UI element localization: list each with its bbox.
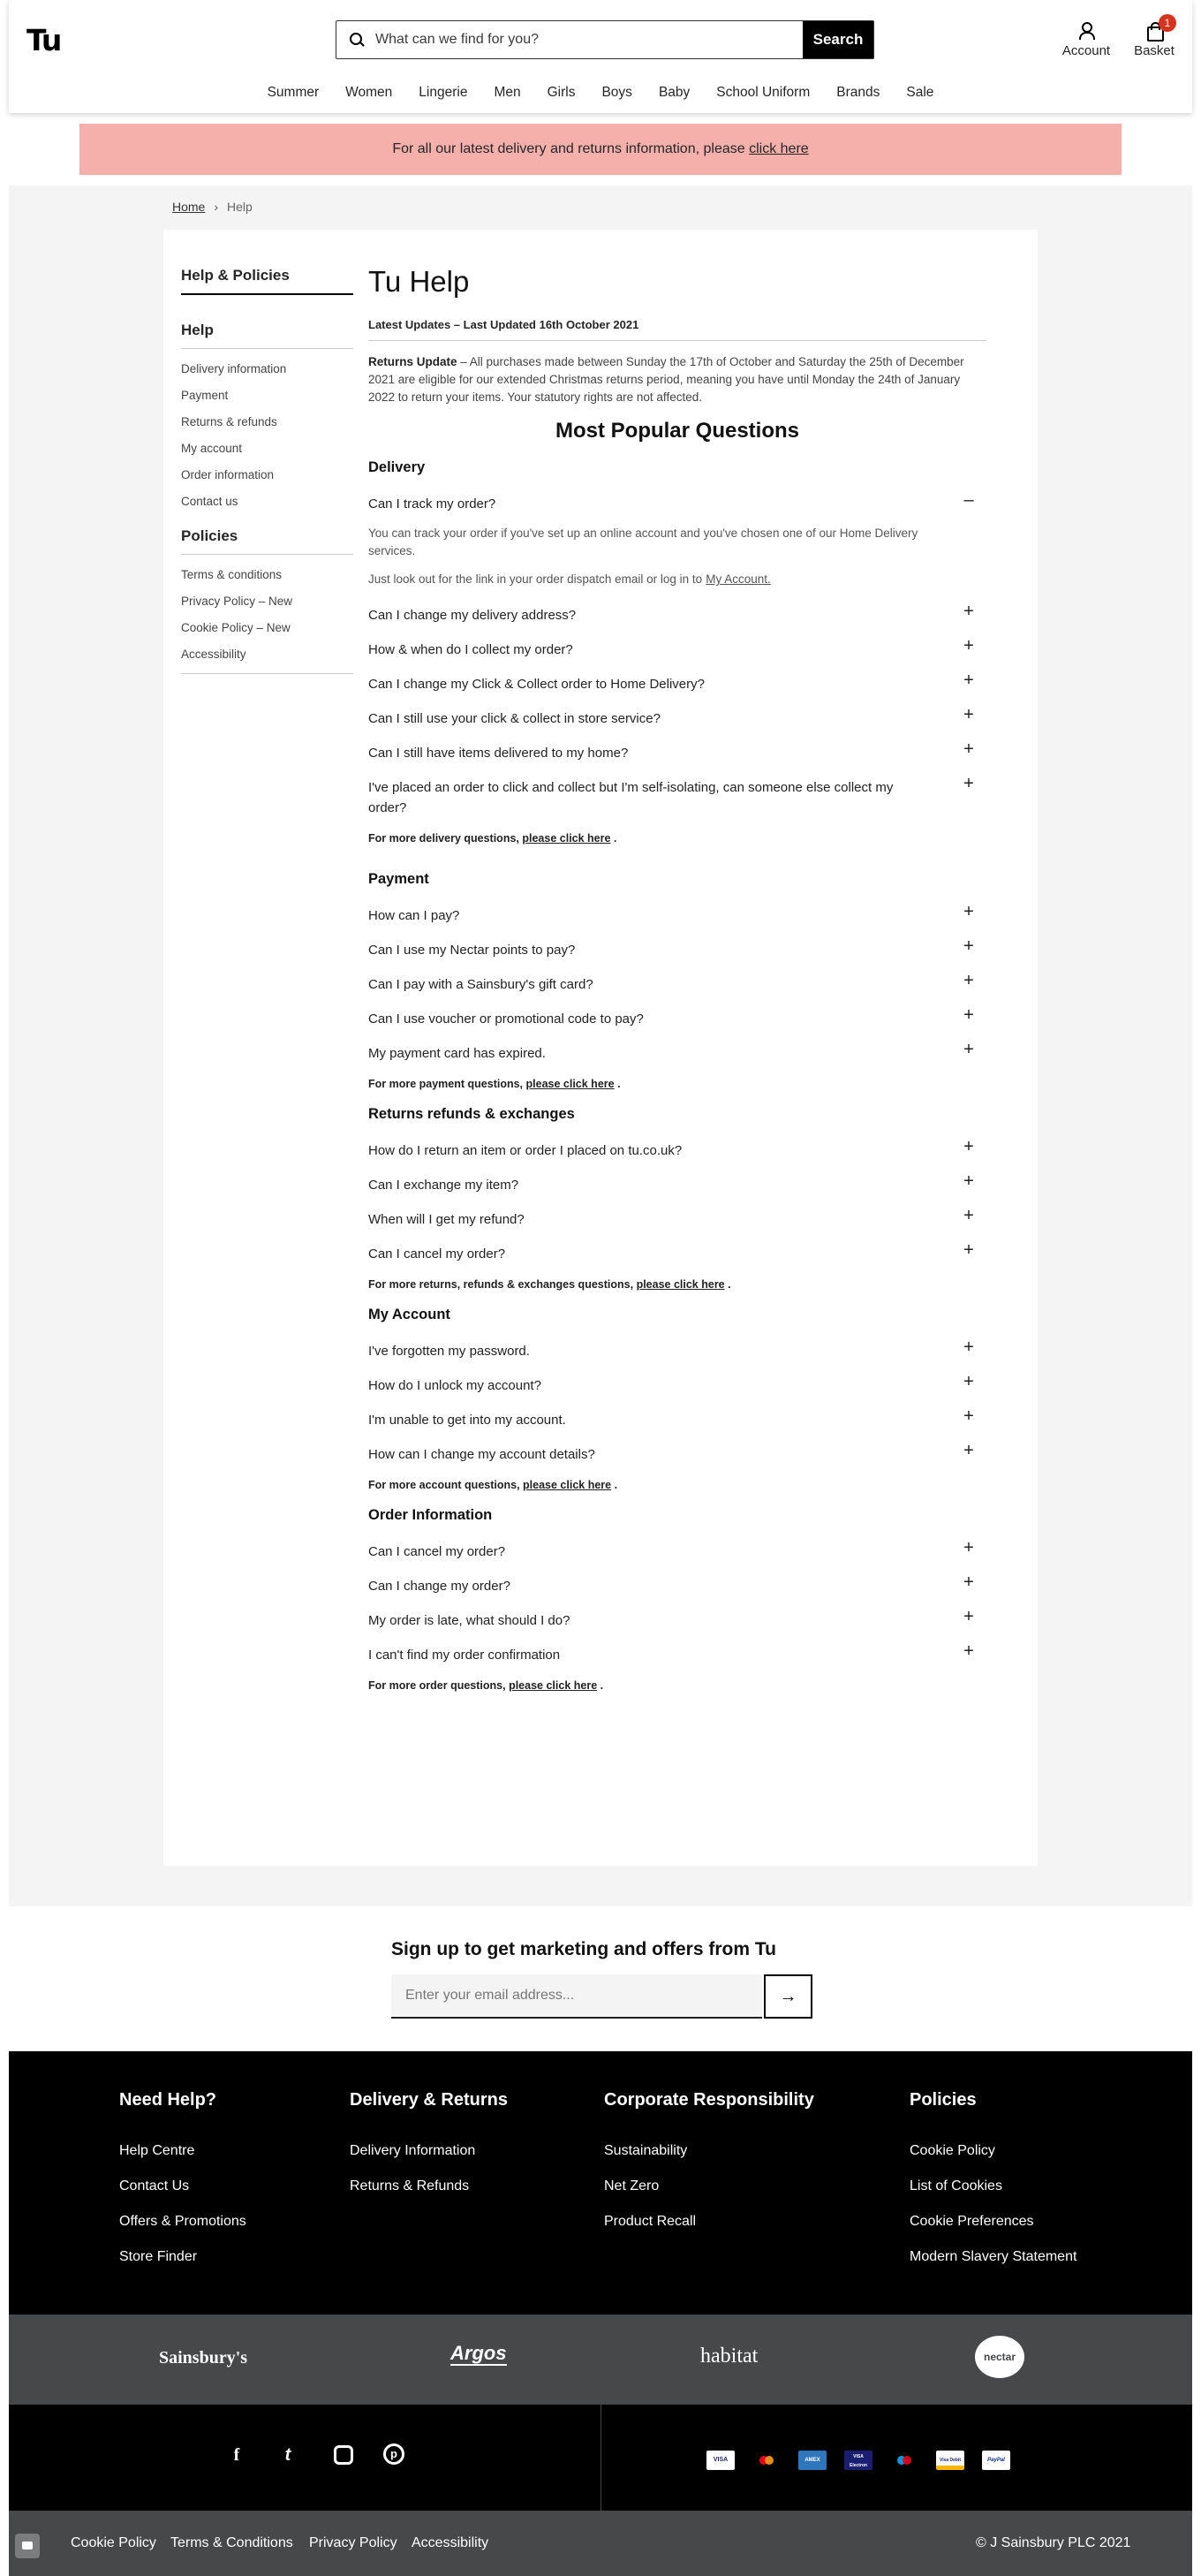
expand-icon[interactable]: + xyxy=(963,1005,974,1025)
pinterest-icon[interactable]: p xyxy=(383,2443,404,2465)
bottom-link-privacy[interactable]: Privacy Policy xyxy=(309,2535,397,2550)
help-content xyxy=(368,265,986,1692)
faq-question-text: How & when do I collect my order? xyxy=(368,642,573,657)
more-text: For more delivery questions, xyxy=(368,832,519,845)
faq-question[interactable] xyxy=(368,774,978,818)
footer-heading: Need Help? xyxy=(119,2090,217,2110)
faq-question-text: I've placed an order to click and collect but I'm self-isolating, can someone else collect my order? xyxy=(368,780,894,815)
social-payments-strip xyxy=(9,2405,1192,2511)
footer-link[interactable]: Offers & Promotions xyxy=(119,2214,246,2229)
faq-question-text: Can I still use your click & collect in store service? xyxy=(368,711,661,726)
faq-question-text: How do I return an item or order I placed on tu.co.uk? xyxy=(368,1143,683,1158)
more-order-questions: For more order questions, please click here . xyxy=(368,1679,604,1692)
expand-icon[interactable]: + xyxy=(963,902,974,921)
footer-link[interactable]: Net Zero xyxy=(604,2178,660,2193)
expand-icon[interactable]: + xyxy=(963,1372,974,1391)
faq-question[interactable] xyxy=(368,602,978,625)
footer-link[interactable]: Product Recall xyxy=(604,2214,697,2229)
expand-icon[interactable]: + xyxy=(963,936,974,956)
footer-link[interactable]: Contact Us xyxy=(119,2178,190,2193)
sidebar-item-cookie[interactable]: Cookie Policy – New xyxy=(181,621,291,634)
faq-question[interactable] xyxy=(368,739,978,763)
faq-question-text: My payment card has expired. xyxy=(368,1046,546,1061)
breadcrumb-current: Help xyxy=(227,200,253,214)
faq-question-text: Can I track my order? xyxy=(368,496,496,511)
faq-question[interactable] xyxy=(368,936,978,960)
footer-link[interactable]: Sustainability xyxy=(604,2143,688,2158)
tu-logo[interactable]: Tu xyxy=(26,23,61,57)
section-heading-order: Order Information xyxy=(368,1507,493,1523)
help-card xyxy=(163,230,1038,1866)
footer-link[interactable]: Modern Slavery Statement xyxy=(910,2249,1077,2264)
more-text: For more returns, refunds & exchanges questions, xyxy=(368,1278,634,1291)
nectar-logo[interactable]: nectar xyxy=(975,2336,1024,2378)
more-returns-link[interactable]: please click here xyxy=(636,1278,725,1291)
search-input[interactable] xyxy=(372,21,803,58)
popular-questions-title: Most Popular Questions xyxy=(555,419,800,443)
footer-link[interactable]: Cookie Policy xyxy=(910,2143,995,2158)
faq-question-text: How can I pay? xyxy=(368,908,460,923)
sidebar-item-returns[interactable]: Returns & refunds xyxy=(181,415,277,428)
expand-icon[interactable]: + xyxy=(963,1538,974,1557)
faq-question[interactable] xyxy=(368,1406,978,1430)
expand-icon[interactable]: + xyxy=(963,602,974,621)
paypal-icon: PayPal xyxy=(982,2451,1010,2470)
sidebar-item-accessibility[interactable]: Accessibility xyxy=(181,648,246,661)
footer-heading: Delivery & Returns xyxy=(350,2090,508,2110)
instagram-icon[interactable] xyxy=(334,2445,353,2465)
returns-update-label: Returns Update xyxy=(368,355,457,368)
footer-link[interactable]: Help Centre xyxy=(119,2143,195,2158)
faq-question-text: When will I get my refund? xyxy=(368,1212,525,1227)
email-field[interactable] xyxy=(391,1974,762,2019)
faq-question-text: Can I cancel my order? xyxy=(368,1246,506,1261)
faq-question-text: Can I pay with a Sainsbury's gift card? xyxy=(368,977,593,992)
faq-question-text: I can't find my order confirmation xyxy=(368,1648,561,1663)
faq-question[interactable] xyxy=(368,671,978,694)
breadcrumb xyxy=(172,200,253,214)
site-footer xyxy=(9,2051,1192,2315)
more-text: For more account questions, xyxy=(368,1479,520,1491)
nav-summer[interactable]: Summer xyxy=(267,85,320,100)
returns-update-text: – All purchases made between Sunday the 17th of October and Saturday the 25th of December 2021 are eligible for our extended Christmas returns period, meaning you have until Monday the 24th of January 2022 to return your items. Your statutory rights are not affected. xyxy=(368,355,964,404)
brand-strip xyxy=(9,2315,1192,2405)
site-header xyxy=(9,0,1192,113)
section-heading-returns: Returns refunds & exchanges xyxy=(368,1106,575,1122)
search-button[interactable]: Search xyxy=(803,21,873,58)
expand-icon[interactable]: + xyxy=(963,1406,974,1426)
sidebar-item-contact[interactable]: Contact us xyxy=(181,495,238,508)
faq-question[interactable] xyxy=(368,1171,978,1195)
faq-question[interactable] xyxy=(368,1641,978,1665)
faq-question[interactable] xyxy=(368,1337,978,1361)
faq-question-text: How can I change my account details? xyxy=(368,1447,595,1462)
basket-count-badge: 1 xyxy=(1159,14,1176,32)
visa-card-icon: VISA xyxy=(706,2451,735,2470)
faq-question[interactable] xyxy=(368,1206,978,1230)
breadcrumb-home[interactable]: Home xyxy=(172,200,206,214)
footer-link[interactable]: Returns & Refunds xyxy=(350,2178,470,2193)
faq-question-text: Can I exchange my item? xyxy=(368,1178,519,1193)
nav-girls[interactable]: Girls xyxy=(547,85,576,100)
nav-school-uniform[interactable]: School Uniform xyxy=(716,85,811,100)
expand-icon[interactable]: + xyxy=(963,1607,974,1626)
faq-question[interactable] xyxy=(368,1137,978,1161)
bottom-link-cookie[interactable]: Cookie Policy xyxy=(71,2535,156,2550)
expand-icon[interactable]: + xyxy=(963,1171,974,1191)
maestro-card-icon xyxy=(890,2451,918,2470)
collapse-icon[interactable]: – xyxy=(963,490,974,510)
sidebar-item-payment[interactable]: Payment xyxy=(181,389,229,402)
returns-update xyxy=(368,353,986,406)
faq-question[interactable] xyxy=(368,1572,978,1596)
argos-logo[interactable]: Argos xyxy=(450,2342,507,2364)
sidebar-policies-heading: Policies xyxy=(181,527,353,555)
more-delivery-link[interactable]: please click here xyxy=(522,832,611,845)
legal-bar xyxy=(9,2511,1192,2576)
faq-question-text: My order is late, what should I do? xyxy=(368,1613,570,1628)
newsletter-form xyxy=(391,1974,815,2019)
more-payment-link[interactable]: please click here xyxy=(525,1078,615,1090)
newsletter-title: Sign up to get marketing and offers from Tu xyxy=(391,1939,776,1959)
nav-boys[interactable]: Boys xyxy=(601,85,632,100)
sidebar-item-my-account[interactable]: My account xyxy=(181,442,243,455)
expand-icon[interactable]: + xyxy=(963,636,974,655)
faq-question-text: Can I cancel my order? xyxy=(368,1544,506,1559)
expand-icon[interactable]: + xyxy=(963,705,974,724)
faq-question-open[interactable] xyxy=(368,490,978,514)
banner-link[interactable]: click here xyxy=(749,141,809,156)
search-bar xyxy=(336,20,874,59)
section-heading-account: My Account xyxy=(368,1307,450,1322)
more-account-link[interactable]: please click here xyxy=(523,1479,612,1491)
faq-question-text: Can I use voucher or promotional code to pay? xyxy=(368,1011,644,1027)
footer-heading: Policies xyxy=(910,2090,977,2110)
faq-answer-2-text: Just look out for the link in your order dispatch email or log in to xyxy=(368,572,703,586)
faq-question[interactable] xyxy=(368,902,978,926)
footer-col-help xyxy=(119,2090,246,2275)
footer-col-delivery xyxy=(350,2090,508,2204)
main-area xyxy=(9,186,1192,1906)
faq-question[interactable] xyxy=(368,1240,978,1264)
expand-icon[interactable]: + xyxy=(963,739,974,759)
faq-question-text: How do I unlock my account? xyxy=(368,1378,541,1393)
more-payment-questions: For more payment questions, please click here . xyxy=(368,1078,621,1090)
more-account-questions: For more account questions, please click here . xyxy=(368,1479,618,1491)
faq-question-text: Can I change my delivery address? xyxy=(368,608,577,623)
faq-question-text: I've forgotten my password. xyxy=(368,1344,530,1359)
sidebar-help-heading: Help xyxy=(181,322,353,349)
faq-question-text: Can I change my Click & Collect order to Home Delivery? xyxy=(368,677,705,692)
faq-question[interactable] xyxy=(368,1607,978,1631)
footer-col-policies xyxy=(910,2090,1076,2275)
basket-label: Basket xyxy=(1134,43,1175,58)
search-icon xyxy=(336,21,372,58)
section-heading-payment: Payment xyxy=(368,871,429,887)
faq-question[interactable] xyxy=(368,1538,978,1562)
page-title: Tu Help xyxy=(368,265,470,298)
footer-heading: Corporate Responsibility xyxy=(604,2090,814,2110)
basket-link[interactable] xyxy=(1123,19,1185,58)
nav-lingerie[interactable]: Lingerie xyxy=(419,85,468,100)
expand-icon[interactable]: + xyxy=(963,1337,974,1357)
faq-question-text: Can I still have items delivered to my home? xyxy=(368,746,629,761)
more-text: For more payment questions, xyxy=(368,1078,524,1090)
copyright: © J Sainsbury PLC 2021 xyxy=(976,2535,1131,2550)
expand-icon[interactable]: + xyxy=(963,671,974,690)
faq-question[interactable] xyxy=(368,1441,978,1465)
sidebar xyxy=(181,267,353,674)
footer-link[interactable]: Cookie Preferences xyxy=(910,2214,1034,2229)
faq-answer-2 xyxy=(368,572,986,586)
faq-question[interactable] xyxy=(368,1040,978,1064)
footer-link[interactable]: List of Cookies xyxy=(910,2178,1002,2193)
banner-text: For all our latest delivery and returns information, please xyxy=(392,141,745,156)
more-order-link[interactable]: please click here xyxy=(509,1679,598,1692)
expand-icon[interactable]: + xyxy=(963,1572,974,1592)
amex-card-icon: AMEX xyxy=(798,2451,827,2470)
faq-question[interactable] xyxy=(368,705,978,729)
habitat-logo[interactable]: habitat xyxy=(700,2345,759,2368)
footer-link[interactable]: Delivery Information xyxy=(350,2143,476,2158)
expand-icon[interactable]: + xyxy=(963,1240,974,1260)
expand-icon[interactable]: + xyxy=(963,1137,974,1156)
faq-question-text: Can I use my Nectar points to pay? xyxy=(368,943,576,958)
expand-icon[interactable]: + xyxy=(963,1641,974,1661)
delivery-info-banner xyxy=(79,124,1122,175)
nav-sale[interactable]: Sale xyxy=(906,85,934,100)
chevron-right-icon: › xyxy=(214,200,219,214)
footer-col-corporate xyxy=(604,2090,814,2239)
footer-link[interactable]: Store Finder xyxy=(119,2249,198,2264)
faq-question-text: I'm unable to get into my account. xyxy=(368,1413,566,1428)
section-heading-delivery: Delivery xyxy=(368,459,426,475)
newsletter-signup xyxy=(391,1939,815,2019)
bottom-link-terms[interactable]: Terms & Conditions xyxy=(170,2535,293,2550)
sidebar-title: Help & Policies xyxy=(181,267,353,295)
faq-answer: You can track your order if you've set up an online account and you've chosen one of our Home Delivery services. xyxy=(368,527,918,557)
sainsburys-logo[interactable]: Sainsbury's xyxy=(159,2348,248,2368)
nav-women[interactable]: Women xyxy=(345,85,393,100)
expand-icon[interactable]: + xyxy=(963,1206,974,1225)
chat-icon[interactable] xyxy=(15,2534,40,2558)
my-account-link[interactable]: My Account. xyxy=(706,572,771,586)
account-label: Account xyxy=(1061,43,1111,58)
visa-debit-icon: Visa Debit xyxy=(936,2451,964,2470)
faq-question-text: Can I change my order? xyxy=(368,1579,510,1594)
sidebar-item-order-info[interactable]: Order information xyxy=(181,468,275,481)
expand-icon[interactable]: + xyxy=(963,1040,974,1059)
nav-baby[interactable]: Baby xyxy=(658,85,691,100)
nav-men[interactable]: Men xyxy=(494,85,521,100)
expand-icon[interactable]: + xyxy=(963,774,974,793)
faq-question[interactable] xyxy=(368,1005,978,1029)
faq-question[interactable] xyxy=(368,971,978,995)
last-updated: Latest Updates – Last Updated 16th October 2021 xyxy=(368,318,986,341)
user-icon xyxy=(1078,22,1094,38)
more-returns-questions: For more returns, refunds & exchanges questions, please click here . xyxy=(368,1278,731,1291)
mastercard-icon xyxy=(752,2451,781,2470)
expand-icon[interactable]: + xyxy=(963,1441,974,1460)
nav-brands[interactable]: Brands xyxy=(836,85,880,100)
account-link[interactable] xyxy=(1055,19,1117,58)
divider xyxy=(600,2405,601,2511)
sidebar-item-privacy[interactable]: Privacy Policy – New xyxy=(181,595,293,608)
faq-question[interactable] xyxy=(368,1372,978,1396)
facebook-icon[interactable]: f xyxy=(233,2445,240,2465)
more-text: For more order questions, xyxy=(368,1679,506,1692)
sidebar-item-delivery[interactable]: Delivery information xyxy=(181,362,287,375)
main-nav xyxy=(9,85,1192,101)
more-delivery-questions: For more delivery questions, please click here . xyxy=(368,832,617,845)
bottom-link-accessibility[interactable]: Accessibility xyxy=(412,2535,489,2550)
faq-question[interactable] xyxy=(368,636,978,660)
twitter-icon[interactable]: t xyxy=(284,2445,291,2465)
expand-icon[interactable]: + xyxy=(963,971,974,990)
sidebar-item-terms[interactable]: Terms & conditions xyxy=(181,568,283,581)
newsletter-submit-button[interactable]: → xyxy=(764,1974,812,2019)
visa-electron-icon: VISA Electron xyxy=(844,2451,872,2470)
